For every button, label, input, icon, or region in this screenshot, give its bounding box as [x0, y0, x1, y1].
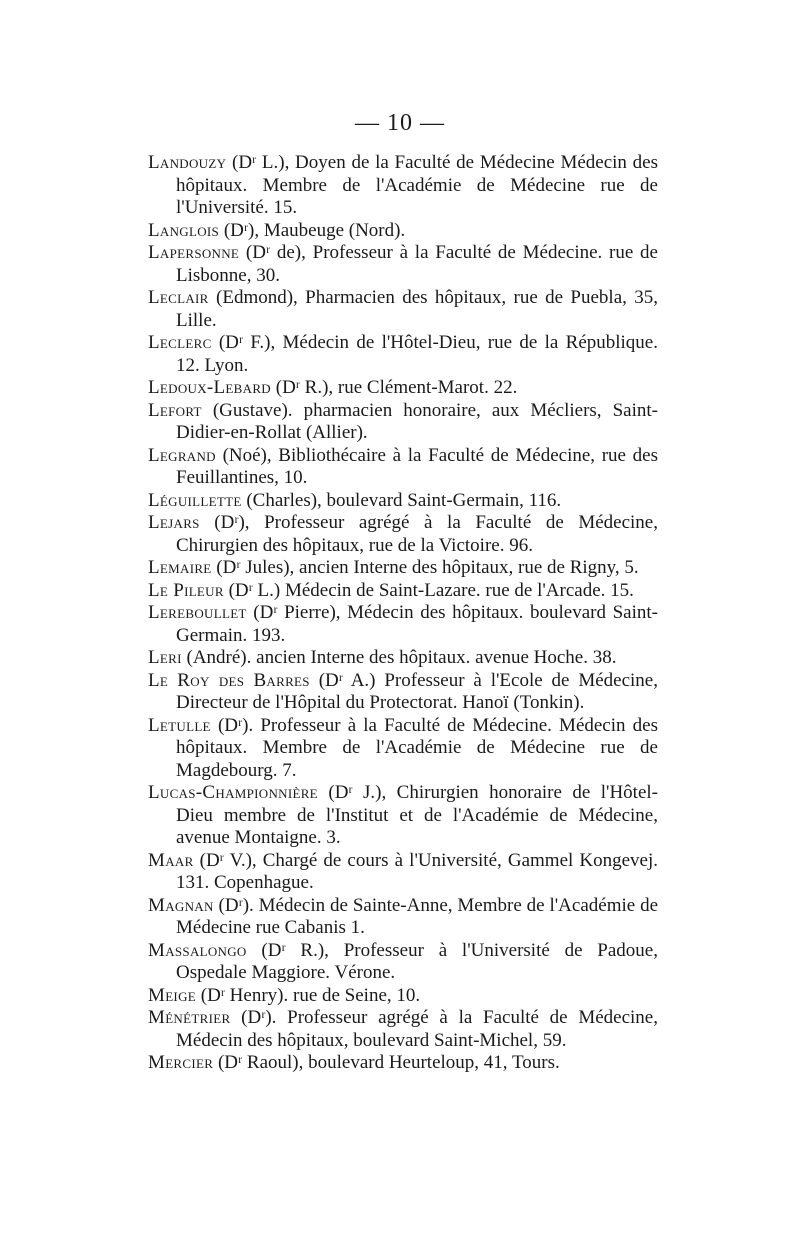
entry-details: (Dʳ). Médecin de Sainte-Anne, Membre de l'Académie de Médecine rue Cabanis 1. — [176, 894, 658, 938]
list-item — [148, 490, 658, 513]
entry-surname: Langlois — [148, 219, 220, 241]
entry-details: (Dʳ), Maubeuge (Nord). — [219, 219, 406, 241]
entry-surname: Leri — [148, 647, 182, 668]
entry-surname: Lucas-Championnière — [148, 782, 318, 803]
list-item — [148, 557, 658, 580]
list-item — [148, 715, 658, 783]
list-item — [148, 152, 658, 220]
entry-details: (Charles), boulevard Saint-Germain, 116. — [241, 489, 562, 511]
page-number: — 10 — — [355, 110, 445, 136]
entry-surname: Lemaire — [148, 557, 212, 578]
entry-surname: Meige — [148, 984, 196, 1006]
entry-surname: Lereboullet — [148, 602, 247, 623]
entry-details: (Dʳ Raoul), boulevard Heurteloup, 41, Tours. — [213, 1052, 560, 1073]
entry-surname: Lejars — [148, 512, 200, 533]
entry-surname: Legrand — [148, 444, 216, 466]
entry-details: (Dʳ R.), Professeur à l'Université de Padoue, Ospedale Maggiore. Vérone. — [176, 939, 658, 983]
list-item — [148, 287, 658, 332]
entry-details: (Dʳ R.), rue Clément-Marot. 22. — [271, 377, 518, 398]
entry-details: (Gustave). pharmacien honoraire, aux Mécliers, Saint-Didier-en-Rollat (Allier). — [176, 399, 658, 443]
entry-details: (Dʳ A.) Professeur à l'Ecole de Médecine, Directeur de l'Hôpital du Protectorat. Hanoï (Tonkin). — [176, 669, 658, 713]
entry-details: (Dʳ V.), Chargé de cours à l'Université, Gammel Kongevej. 131. Copenhague. — [176, 849, 658, 893]
list-item — [148, 670, 658, 715]
entry-details: (Dʳ L.) Médecin de Saint-Lazare. rue de l'Arcade. 15. — [223, 579, 634, 601]
list-item — [148, 985, 658, 1008]
list-item — [148, 445, 658, 490]
list-item — [148, 1007, 658, 1052]
entry-details: (Dʳ L.), Doyen de la Faculté de Médecine Médecin des hôpitaux. Membre de l'Académie de Médecine rue de l'Université. 15. — [176, 152, 658, 218]
entry-details: (Edmond), Pharmacien des hôpitaux, rue de Puebla, 35, Lille. — [176, 287, 658, 331]
list-item — [148, 242, 658, 287]
entry-details: (Dʳ), Professeur agrégé à la Faculté de Médecine, Chirurgien des hôpitaux, rue de la Victoire. 96. — [176, 512, 658, 556]
entry-surname: Ménétrier — [148, 1007, 231, 1028]
list-item — [148, 512, 658, 557]
entry-surname: Lefort — [148, 399, 202, 421]
entry-surname: Massalongo — [148, 939, 247, 961]
entry-details: (Dʳ Henry). rue de Seine, 10. — [196, 984, 421, 1006]
entry-details: (Dʳ Jules), ancien Interne des hôpitaux, rue de Rigny, 5. — [211, 557, 639, 578]
entry-surname: Ledoux-Lebard — [148, 377, 271, 398]
list-item — [148, 602, 658, 647]
entry-surname: Leclerc — [148, 332, 212, 353]
list-item — [148, 332, 658, 377]
entry-details: (Noé), Bibliothécaire à la Faculté de Médecine, rue des Feuillantines, 10. — [176, 444, 658, 488]
entry-surname: Le Roy des Barres — [148, 669, 310, 691]
entry-surname: Mercier — [148, 1052, 214, 1073]
entry-details: (Dʳ F.), Médecin de l'Hôtel-Dieu, rue de la République. 12. Lyon. — [176, 332, 658, 376]
entry-surname: Magnan — [148, 894, 214, 916]
entry-details: (Dʳ J.), Chirurgien honoraire de l'Hôtel-Dieu membre de l'Institut et de l'Académie de Médecine, avenue Montaigne. 3. — [176, 782, 658, 848]
entry-surname: Leclair — [148, 287, 209, 308]
list-item — [148, 850, 658, 895]
entry-surname: Léguillette — [148, 489, 242, 511]
list-item — [148, 220, 658, 243]
entry-surname: Le Pileur — [148, 579, 224, 601]
entry-details: (Dʳ). Professeur agrégé à la Faculté de Médecine, Médecin des hôpitaux, boulevard Saint-Michel, 59. — [176, 1007, 658, 1051]
entry-details: (André). ancien Interne des hôpitaux. avenue Hoche. 38. — [181, 647, 617, 668]
entry-surname: Landouzy — [148, 152, 227, 173]
entry-details: (Dʳ Pierre), Médecin des hôpitaux. boulevard Saint-Germain. 193. — [176, 602, 658, 646]
list-item — [148, 782, 658, 850]
list-item — [148, 377, 658, 400]
list-item — [148, 647, 658, 670]
list-item — [148, 400, 658, 445]
entry-surname: Letulle — [148, 714, 211, 736]
entry-details: (Dʳ). Professeur à la Faculté de Médecine. Médecin des hôpitaux. Membre de l'Académie de Médecine rue de Magdebourg. 7. — [176, 714, 658, 781]
entry-surname: Lapersonne — [148, 242, 240, 263]
list-item — [148, 580, 658, 603]
list-item — [148, 940, 658, 985]
list-item — [148, 1052, 658, 1075]
list-item — [148, 895, 658, 940]
entries-list — [148, 152, 658, 1075]
entry-details: (Dʳ de), Professeur à la Faculté de Médecine. rue de Lisbonne, 30. — [176, 242, 658, 286]
entry-surname: Maar — [148, 849, 194, 871]
